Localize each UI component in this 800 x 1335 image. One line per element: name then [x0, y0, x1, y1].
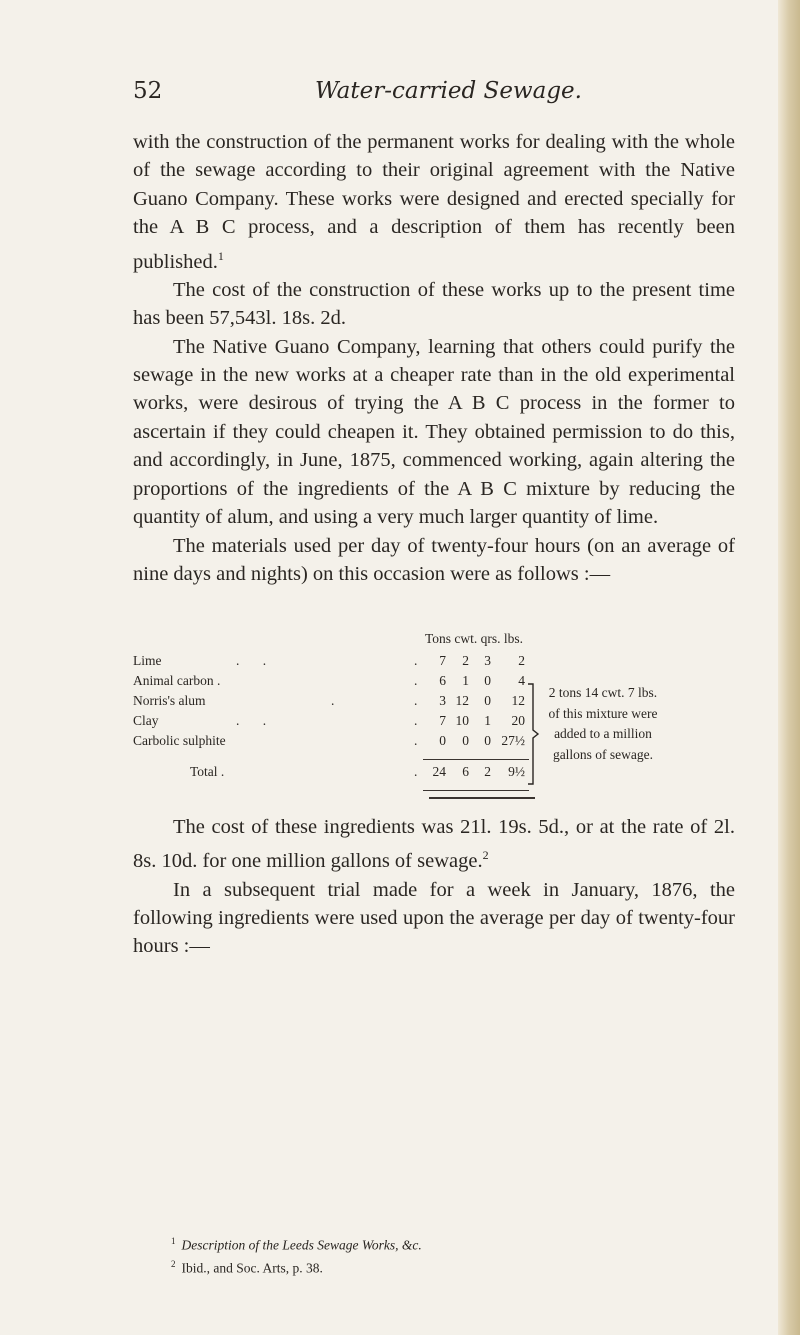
ingredient-name: Clay [133, 713, 159, 728]
total-label: Total . [190, 764, 225, 779]
body-text-continued [133, 813, 735, 961]
paragraph-1: with the construction of the permanent works for dealing with the whole of the sewage according to their original agreement with the Native Guano Company. These works were designed and erected specially for the A B C process, and a description of them has recently been published.$^1$ [133, 131, 735, 273]
ingredient-name: Animal carbon . [133, 673, 221, 688]
table-rule [423, 759, 529, 760]
footnote-1: $^1$ Description of the Leeds Sewage Works, &c. [171, 1236, 422, 1253]
section-rule [429, 797, 535, 799]
page-number: 52 [133, 78, 163, 104]
ingredient-name: Norris's alum [133, 693, 206, 708]
ingredient-name: Carbolic sulphite [133, 733, 226, 748]
paragraph-3: The Native Guano Company, learning that others could purify the sewage in the new works at a cheaper rate than in the old experimental works, were desirous of trying the A B C process in the former to ascertain if they could cheapen it. They obtained permission to do this, and accordingly, in June, 1875, commenced working, again altering the proportions of the ingredients of the A B C mixture by reducing the quantity of alum, and using a very much larger quantity of lime. [133, 335, 735, 529]
running-header [133, 78, 740, 118]
page-edge-shadow [778, 0, 800, 1335]
table-column-header: Tons cwt. qrs. lbs. [425, 631, 524, 646]
paragraph-6: In a subsequent trial made for a week in January, 1876, the following ingredients were used upon the average per day of twenty-four hours :— [133, 878, 735, 958]
running-title: Water-carried Sewage. [315, 78, 582, 104]
footnote-mark-2: 2 [482, 848, 489, 863]
paragraph-5: The cost of these ingredients was 21l. 19s. 5d., or at the rate of 2l. 8s. 10d. for one million gallons of sewage.$^2$ [133, 816, 735, 873]
paragraph-4: The materials used per day of twenty-four hours (on an average of nine days and nights) on this occasion were as follows :— [133, 534, 735, 585]
paragraph-2: The cost of the construction of these works up to the present time has been 57,543l. 18s. 2d. [133, 278, 735, 330]
brace-icon [526, 682, 540, 786]
footnote-mark-1: 1 [217, 248, 224, 263]
footnote-2: $^2$ Ibid., and Soc. Arts, p. 38. [171, 1258, 323, 1275]
ingredient-name: Lime [133, 653, 162, 668]
footnotes [171, 1232, 422, 1277]
table-rule [423, 790, 529, 791]
mixture-note: 2 tons 14 cwt. 7 lbs. of this mixture were added to a million gallons of sewage. [548, 685, 658, 762]
body-text [133, 128, 735, 588]
